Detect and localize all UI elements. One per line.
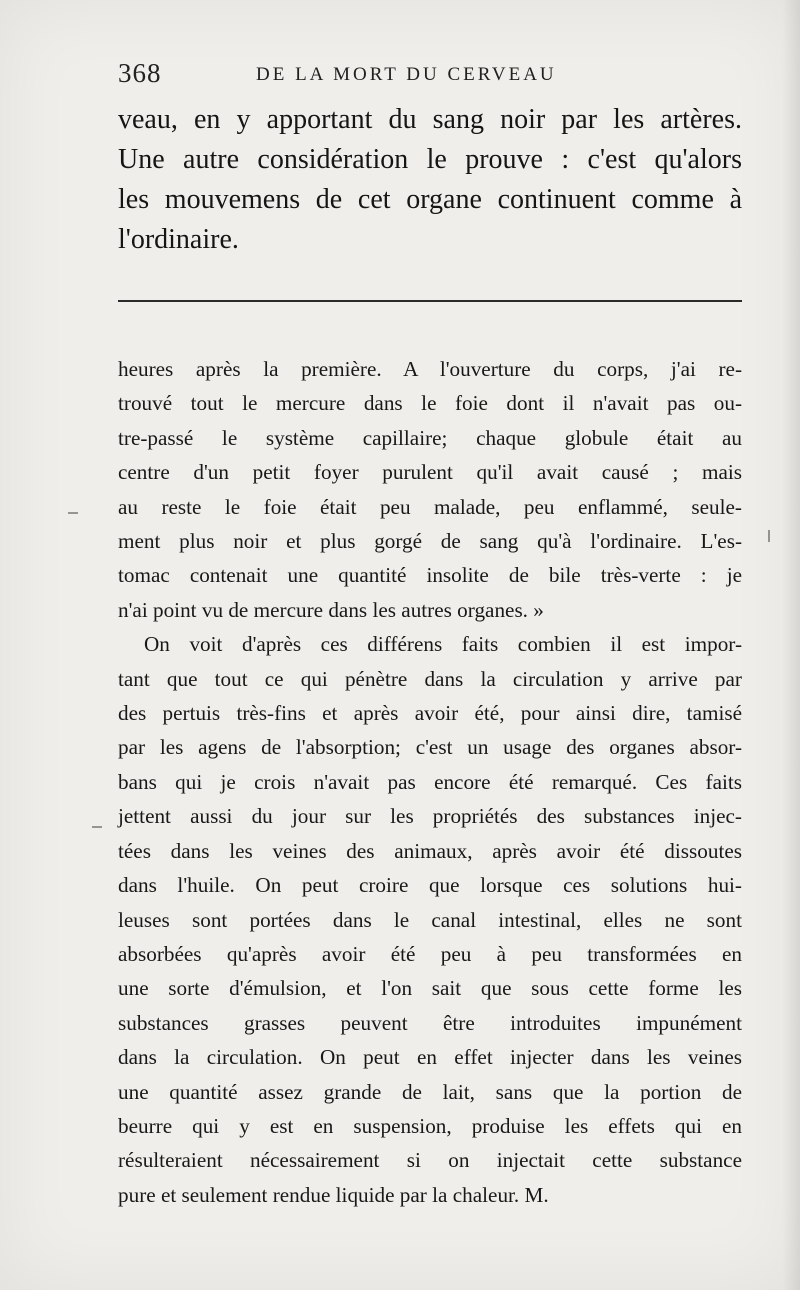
footnote-line: dans l'huile. On peut croire que lorsque ces solutions hui- [118, 873, 742, 898]
footnote-line: beurre qui y est en suspension, produise les effets qui en [118, 1113, 742, 1138]
footnote-line: substances grasses peuvent être introduites impunément [118, 1010, 742, 1035]
footnote-line: dans la circulation. On peut en effet injecter dans les veines [118, 1045, 742, 1070]
footnote-line: bans qui je crois n'avait pas encore été remarqué. Ces faits [118, 769, 742, 794]
text-line: veau, en y apportant du sang noir par les artères. [118, 104, 742, 135]
footnote-line: tées dans les veines des animaux, après avoir été dissoutes [118, 838, 742, 863]
footnote-line: centre d'un petit foyer purulent qu'il avait causé ; mais [118, 460, 742, 485]
footnote-line: une quantité assez grande de lait, sans que la portion de [118, 1079, 742, 1104]
page-header [118, 54, 748, 94]
footnote-line: des pertuis très-fins et après avoir été, pour ainsi dire, tamisé [118, 701, 742, 726]
footnote-block [118, 352, 742, 1212]
footnote-line: au reste le foie était peu malade, peu enflammé, seule- [118, 494, 742, 519]
page-edge-shadow [782, 0, 800, 1290]
paper-speck [92, 826, 102, 828]
footnote-line: On voit d'après ces différens faits combien il est impor- [144, 632, 742, 657]
footnote-line: heures après la première. A l'ouverture du corps, j'ai re- [118, 357, 742, 381]
footnote-line: tomac contenait une quantité insolite de bile très-verte : je [118, 563, 742, 588]
text-line: les mouvemens de cet organe continuent comme à [118, 184, 742, 215]
footnote-line: pure et seulement rendue liquide par la chaleur. M. [118, 1182, 549, 1207]
footnote-line: ment plus noir et plus gorgé de sang qu'à l'ordinaire. L'es- [118, 529, 742, 554]
footnote-line: leuses sont portées dans le canal intestinal, elles ne sont [118, 907, 742, 932]
text-line: Une autre considération le prouve : c'est qu'alors [118, 144, 742, 175]
footnote-line: tant que tout ce qui pénètre dans la circulation y arrive par [118, 666, 742, 691]
paper-speck [768, 530, 770, 542]
footnote-line: trouvé tout le mercure dans le foie dont il n'avait pas ou- [118, 391, 742, 416]
running-head: DE LA MORT DU CERVEAU [256, 64, 557, 85]
footnote-separator-rule [118, 300, 742, 302]
main-text-paragraph [118, 100, 742, 260]
footnote-line: tre-passé le système capillaire; chaque globule était au [118, 425, 742, 450]
footnote-line: jettent aussi du jour sur les propriétés des substances injec- [118, 804, 742, 829]
footnote-line: n'ai point vu de mercure dans les autres organes. » [118, 597, 544, 622]
paper-speck [68, 512, 78, 514]
footnote-line: une sorte d'émulsion, et l'on sait que sous cette forme les [118, 976, 742, 1001]
footnote-line: par les agens de l'absorption; c'est un usage des organes absor- [118, 735, 742, 760]
page-number: 368 [118, 58, 162, 88]
text-line: l'ordinaire. [118, 224, 239, 255]
footnote-line: absorbées qu'après avoir été peu à peu transformées en [118, 941, 742, 966]
footnote-line: résulteraient nécessairement si on injectait cette substance [118, 1148, 742, 1173]
